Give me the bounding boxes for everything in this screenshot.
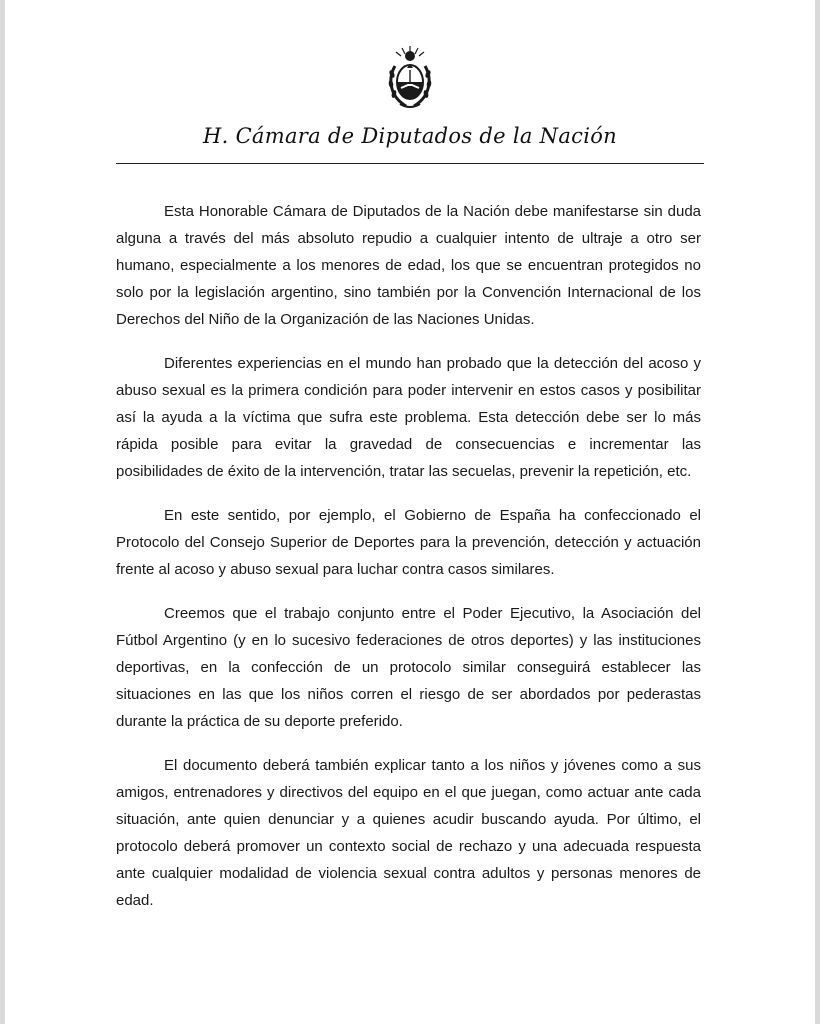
header-divider	[116, 163, 704, 164]
paragraph-documento: El documento deberá también explicar tanto a los niños y jóvenes como a sus amigos, entrenadores y directivos del equipo en el que juegan, como actuar ante cada situación, ante quien denunciar y a quienes acudir buscando ayuda. Por último, el protocolo deberá promover un contexto social de rechazo y una adecuada respuesta ante cualquier modalidad de violencia sexual contra adultos y personas menores de edad.	[116, 757, 701, 909]
coat-of-arms-icon	[386, 44, 434, 112]
page-edge-right	[815, 0, 820, 1024]
document-body	[116, 198, 701, 931]
chamber-header-title: H. Cámara de Diputados de la Nación	[203, 124, 617, 148]
paragraph-espana-protocolo: En este sentido, por ejemplo, el Gobierno de España ha confeccionado el Protocolo del Consejo Superior de Deportes para la prevención, detección y actuación frente al acoso y abuso sexual para luchar contra casos similares.	[116, 507, 701, 578]
paragraph-trabajo-conjunto: Creemos que el trabajo conjunto entre el Poder Ejecutivo, la Asociación del Fútbol Argentino (y en lo sucesivo federaciones de otros deportes) y las instituciones deportivas, en la confección de un protocolo similar conseguirá establecer las situaciones en las que los niños corren el riesgo de ser abordados por pederastas durante la práctica de su deporte preferido.	[116, 605, 701, 730]
page-edge-left	[0, 0, 5, 1024]
paragraph-deteccion: Diferentes experiencias en el mundo han probado que la detección del acoso y abuso sexual es la primera condición para poder intervenir en estos casos y posibilitar así la ayuda a la víctima que sufra este problema. Esta detección debe ser lo más rápida posible para evitar la gravedad de consecuencias e incrementar las posibilidades de éxito de la intervención, tratar las secuelas, prevenir la repetición, etc.	[116, 355, 701, 480]
paragraph-repudio: Esta Honorable Cámara de Diputados de la Nación debe manifestarse sin duda alguna a través del más absoluto repudio a cualquier intento de ultraje a otro ser humano, especialmente a los menores de edad, los que se encuentran protegidos no solo por la legislación argentino, sino también por la Convención Internacional de los Derechos del Niño de la Organización de las Naciones Unidas.	[116, 203, 701, 328]
